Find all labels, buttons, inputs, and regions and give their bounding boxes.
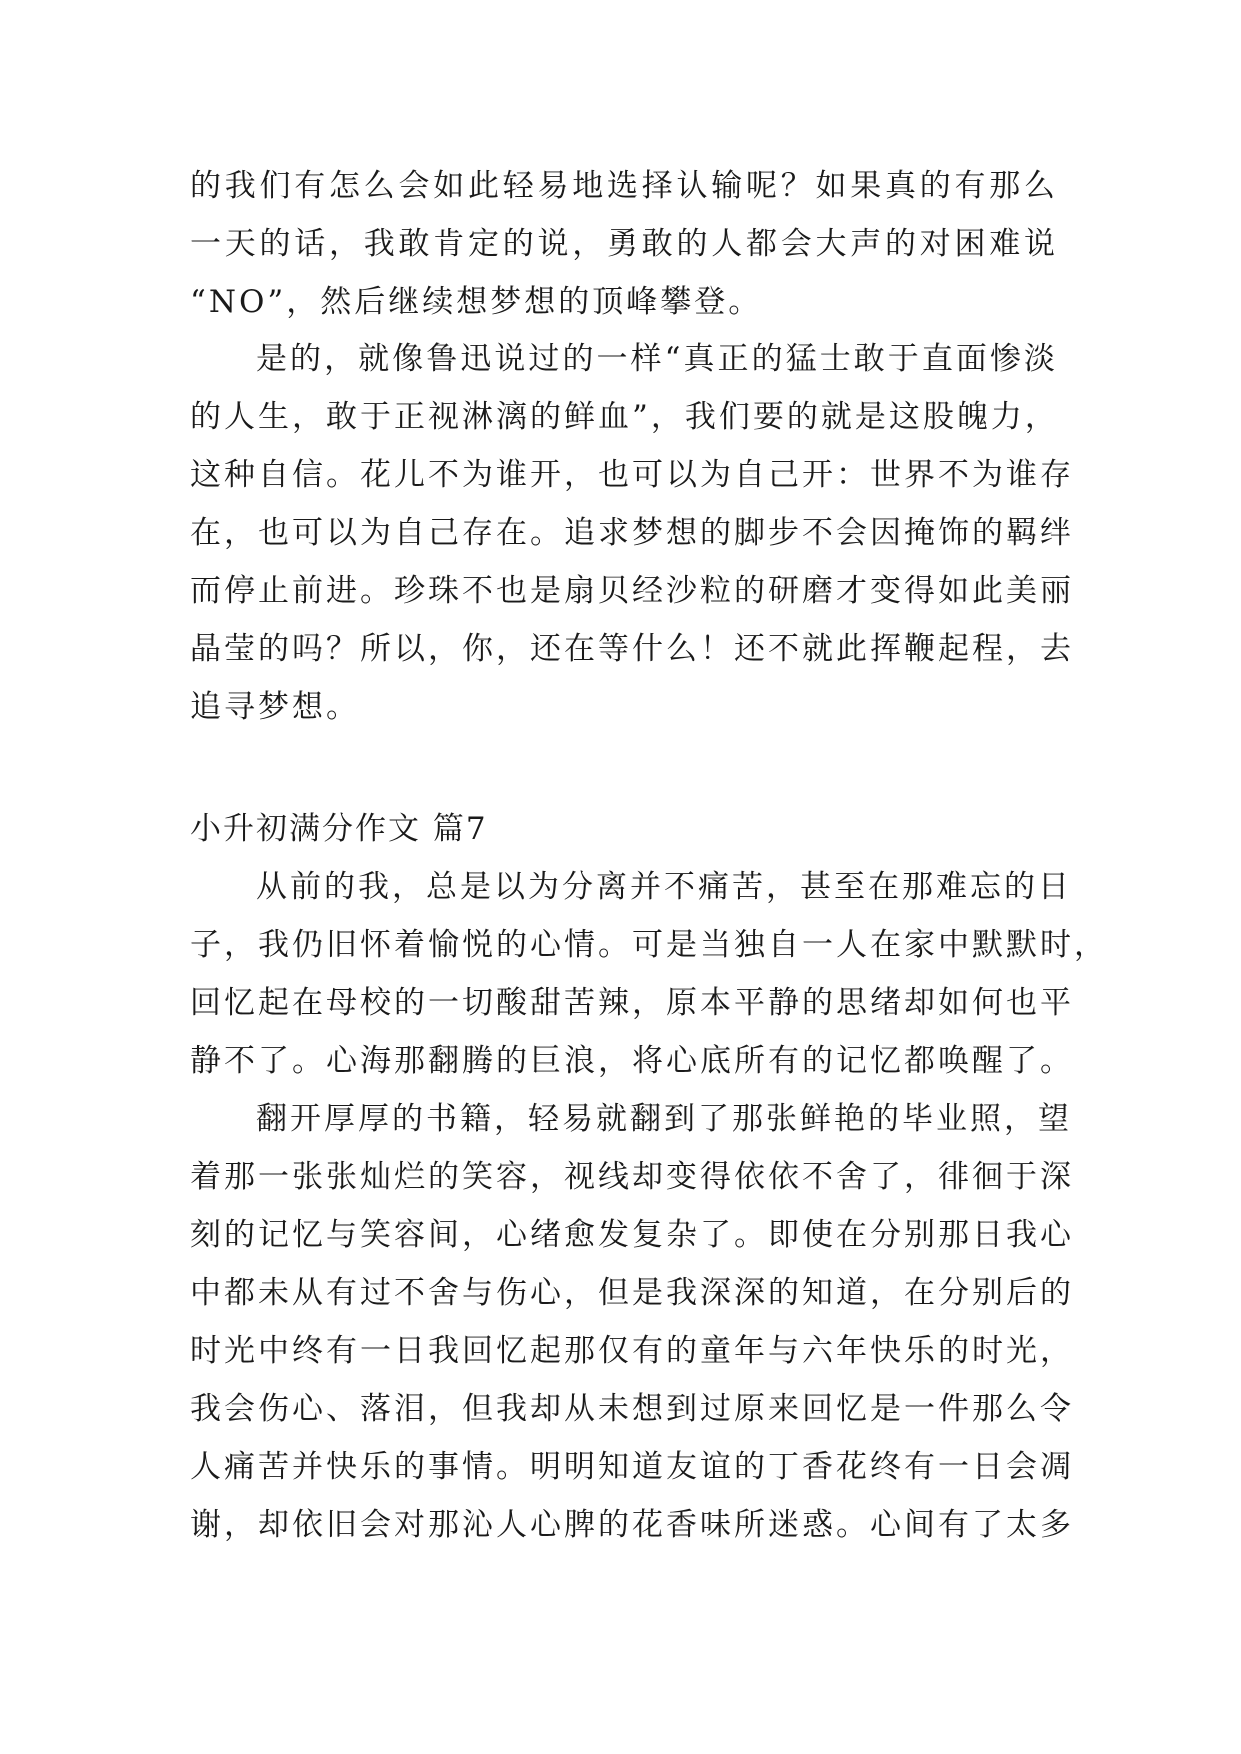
text-line: 刻的记忆与笑容间，心绪愈发复杂了。即使在分别那日我心: [190, 1217, 1074, 1253]
paragraph-continued: [190, 157, 1058, 331]
text-line: 翻开厚厚的书籍，轻易就翻到了那张鲜艳的毕业照，望: [256, 1101, 1072, 1137]
text-line: 而停止前进。珍珠不也是扇贝经沙粒的研磨才变得如此美丽: [190, 573, 1074, 609]
text-line: 时光中终有一日我回忆起那仅有的童年与六年快乐的时光，: [190, 1333, 1074, 1369]
text-line: 在，也可以为自己存在。追求梦想的脚步不会因掩饰的羁绊: [190, 515, 1074, 551]
text-line: 子，我仍旧怀着愉悦的心情。可是当独自一人在家中默默时，: [190, 927, 1108, 963]
text-line: “NO”，然后继续想梦想的顶峰攀登。: [190, 284, 763, 320]
text-line: 的我们有怎么会如此轻易地选择认输呢？如果真的有那么: [190, 168, 1058, 204]
text-line: 从前的我，总是以为分离并不痛苦，甚至在那难忘的日: [256, 869, 1072, 905]
text-line: 的人生，敢于正视淋漓的鲜血”，我们要的就是这股魄力，: [190, 399, 1059, 435]
text-line: 晶莹的吗？所以，你，还在等什么！还不就此挥鞭起程，去: [190, 631, 1074, 667]
text-line: 人痛苦并快乐的事情。明明知道友谊的丁香花终有一日会凋: [190, 1449, 1074, 1485]
text-line: 着那一张张灿烂的笑容，视线却变得依依不舍了，徘徊于深: [190, 1159, 1074, 1195]
paragraph: [190, 330, 1074, 736]
text-line: 回忆起在母校的一切酸甜苦辣，原本平静的思绪却如何也平: [190, 985, 1074, 1021]
text-line: 静不了。心海那翻腾的巨浪，将心底所有的记忆都唤醒了。: [190, 1043, 1074, 1079]
section-heading: 小升初满分作文 篇7: [190, 811, 488, 847]
text-line: 追寻梦想。: [190, 689, 360, 725]
text-line: 这种自信。花儿不为谁开，也可以为自己开：世界不为谁存: [190, 457, 1074, 493]
text-line: 我会伤心、落泪，但我却从未想到过原来回忆是一件那么令: [190, 1391, 1074, 1427]
text-line: 一天的话，我敢肯定的说，勇敢的人都会大声的对困难说: [190, 226, 1058, 262]
text-line: 谢，却依旧会对那沁人心脾的花香味所迷惑。心间有了太多: [190, 1507, 1074, 1543]
paragraph: [190, 858, 1108, 1090]
paragraph: [190, 1090, 1074, 1554]
text-line: 中都未从有过不舍与伤心，但是我深深的知道，在分别后的: [190, 1275, 1074, 1311]
text-line: 是的，就像鲁迅说过的一样“真正的猛士敢于直面惨淡: [256, 341, 1058, 377]
